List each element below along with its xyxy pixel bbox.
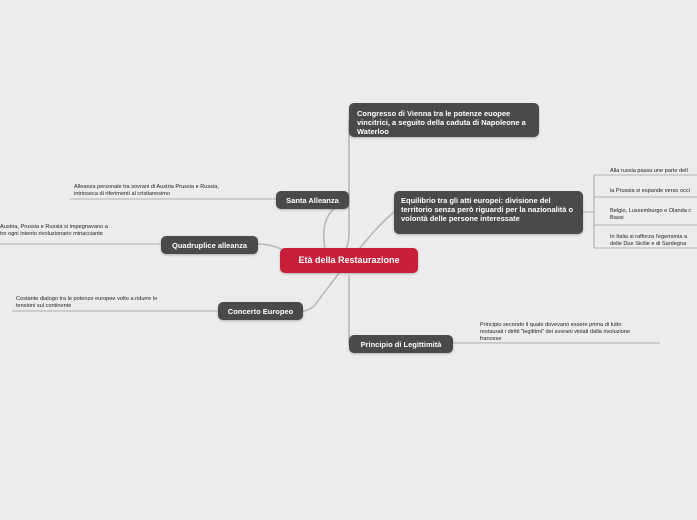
topic-concerto-europeo[interactable]: Concerto Europeo <box>218 302 303 320</box>
connector-center-concerto <box>302 272 340 311</box>
central-topic[interactable]: Età della Restaurazione <box>280 248 418 273</box>
note-equilibrio-russia[interactable]: Alla russia passa une parte dell <box>610 168 688 174</box>
topic-congresso-vienna[interactable]: Congresso di Vienna tra le potenze euopee vincitrici, a seguito della caduta di Napoleone a Waterloo <box>349 103 539 137</box>
note-equilibrio-prussia[interactable]: la Prussia si espande verso occi <box>610 188 690 194</box>
note-principio-legittimita[interactable]: Principio secondo il quale dovevano essere prima di tutto restaurati i diritti "legittimi" dei sovrani violati dalla rivoluzione francese <box>480 322 631 342</box>
note-santa-alleanza[interactable]: Alleanza personale tra sovrani di Austria Prussia e Russia, intrinseca di riferimenti al cristianesimo <box>74 184 219 197</box>
topic-equilibrio[interactable]: Equilibrio tra gli atti europei: divisione del territorio senza però riguardi per la nazionalità o volontà delle persone interessate <box>394 191 583 234</box>
note-concerto-europeo[interactable]: Costante dialogo tra le potenze europee volto a ridurre le tensioni sul continente <box>16 296 158 309</box>
topic-santa-alleanza[interactable]: Santa Alleanza <box>276 191 349 209</box>
topic-quadruplice-alleanza[interactable]: Quadruplice alleanza <box>161 236 258 254</box>
note-equilibrio-paesi-bassi[interactable]: Belgio, Lussemburgo e Olanda c Bassi <box>610 208 692 221</box>
note-equilibrio-italia[interactable]: In Italia si rafforza l'egemonia a delle Due Sicilie e di Sardegna <box>610 234 688 247</box>
note-quadruplice-alleanza[interactable]: Austria, Prussia e Russia si impegnavano a tro ogni intento rivoluzionario minacciante <box>0 224 108 237</box>
connector-center-quadruplice <box>258 244 281 249</box>
topic-principio-legittimita[interactable]: Principio di Legittimità <box>349 335 453 353</box>
